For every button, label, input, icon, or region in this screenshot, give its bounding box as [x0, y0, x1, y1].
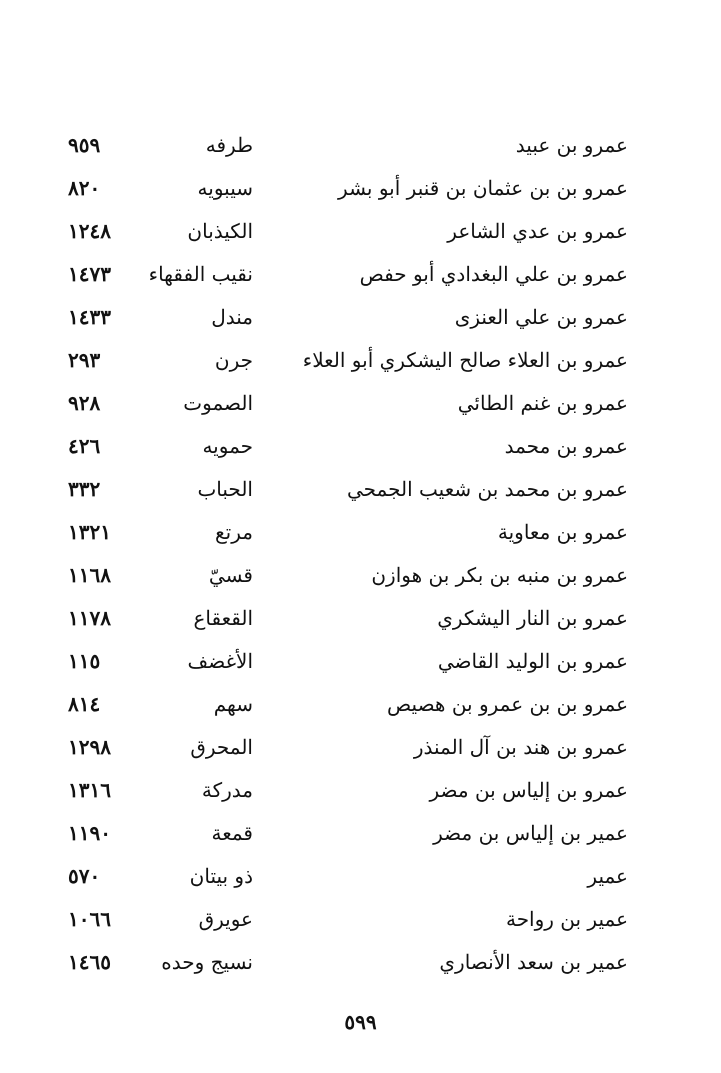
- index-row: [60, 898, 640, 941]
- entry-number: ٤٢٦: [68, 434, 101, 458]
- index-row: [60, 812, 640, 855]
- nickname: طرفه: [205, 133, 253, 157]
- person-name: عمرو بن بن عثمان بن قنبر أبو بشر: [338, 176, 628, 200]
- nickname: قمعة: [211, 821, 253, 845]
- entry-number: ٨٢٠: [68, 176, 101, 200]
- index-row: [60, 726, 640, 769]
- person-name: عمرو بن إلياس بن مضر: [429, 778, 628, 802]
- person-name: عمرو بن هند بن آل المنذر: [413, 735, 628, 759]
- person-name: عمير بن إلياس بن مضر: [433, 821, 628, 845]
- entry-number: ١٠٦٦: [68, 907, 111, 931]
- index-row: [60, 339, 640, 382]
- person-name: عمير: [587, 864, 628, 888]
- index-row: [60, 769, 640, 812]
- person-name: عمرو بن عدي الشاعر: [447, 219, 628, 243]
- index-row: [60, 425, 640, 468]
- entry-number: ٩٢٨: [68, 391, 101, 415]
- entry-number: ١٤٦٥: [68, 950, 111, 974]
- nickname: مندل: [211, 305, 253, 329]
- index-row: [60, 124, 640, 167]
- person-name: عمرو بن عبيد: [515, 133, 628, 157]
- person-name: عمرو بن معاوية: [497, 520, 628, 544]
- index-row: [60, 468, 640, 511]
- nickname: الكيذبان: [187, 219, 253, 243]
- nickname: نقيب الفقهاء: [148, 262, 253, 286]
- index-row: [60, 511, 640, 554]
- index-row: [60, 554, 640, 597]
- nickname: نسيج وحده: [161, 950, 253, 974]
- index-row: [60, 683, 640, 726]
- entry-number: ١١٧٨: [68, 606, 111, 630]
- index-row: [60, 210, 640, 253]
- entry-number: ١٤٧٣: [68, 262, 111, 286]
- person-name: عمرو بن غنم الطائي: [457, 391, 628, 415]
- name-index-table: [60, 124, 640, 984]
- entry-number: ١١٩٠: [68, 821, 111, 845]
- nickname: مدركة: [201, 778, 253, 802]
- entry-number: ١٤٣٣: [68, 305, 111, 329]
- index-row: [60, 167, 640, 210]
- index-row: [60, 253, 640, 296]
- nickname: جرن: [214, 348, 253, 372]
- index-row: [60, 296, 640, 339]
- index-row: [60, 855, 640, 898]
- nickname: ذو بيتان: [189, 864, 253, 888]
- index-row: [60, 640, 640, 683]
- person-name: عمرو بن علي البغدادي أبو حفص: [359, 262, 628, 286]
- person-name: عمرو بن علي العنزى: [454, 305, 628, 329]
- nickname: حمويه: [202, 434, 253, 458]
- person-name: عمير بن رواحة: [505, 907, 628, 931]
- nickname: الأغضف: [187, 649, 253, 673]
- entry-number: ١٢٩٨: [68, 735, 111, 759]
- person-name: عمرو بن النار اليشكري: [437, 606, 628, 630]
- person-name: عمرو بن محمد بن شعيب الجمحي: [346, 477, 628, 501]
- person-name: عمرو بن محمد: [504, 434, 628, 458]
- entry-number: ١١٦٨: [68, 563, 111, 587]
- nickname: الحباب: [197, 477, 253, 501]
- person-name: عمرو بن بن عمرو بن هصيص: [387, 692, 628, 716]
- index-row: [60, 597, 640, 640]
- nickname: مرتع: [215, 520, 253, 544]
- index-row: [60, 941, 640, 984]
- nickname: سيبويه: [197, 176, 253, 200]
- entry-number: ٨١٤: [68, 692, 101, 716]
- nickname: الصموت: [183, 391, 253, 415]
- entry-number: ١٢٤٨: [68, 219, 111, 243]
- entry-number: ٥٧٠: [68, 864, 101, 888]
- person-name: عمرو بن الوليد القاضي: [437, 649, 628, 673]
- entry-number: ٢٩٣: [68, 348, 101, 372]
- nickname: عويرق: [198, 907, 253, 931]
- person-name: عمرو بن منبه بن بكر بن هوازن: [371, 563, 628, 587]
- nickname: المحرق: [190, 735, 253, 759]
- person-name: عمرو بن العلاء صالح اليشكري أبو العلاء: [302, 348, 628, 372]
- nickname: القعقاع: [193, 606, 253, 630]
- entry-number: ١٣٢١: [68, 520, 111, 544]
- entry-number: ١١٥: [68, 649, 101, 673]
- page-number: ٥٩٩: [344, 1010, 377, 1034]
- person-name: عمير بن سعد الأنصاري: [439, 950, 628, 974]
- entry-number: ١٣١٦: [68, 778, 111, 802]
- index-row: [60, 382, 640, 425]
- nickname: قسيّ: [208, 563, 253, 587]
- nickname: سهم: [213, 692, 253, 716]
- entry-number: ٣٣٢: [68, 477, 101, 501]
- entry-number: ٩٥٩: [68, 133, 101, 157]
